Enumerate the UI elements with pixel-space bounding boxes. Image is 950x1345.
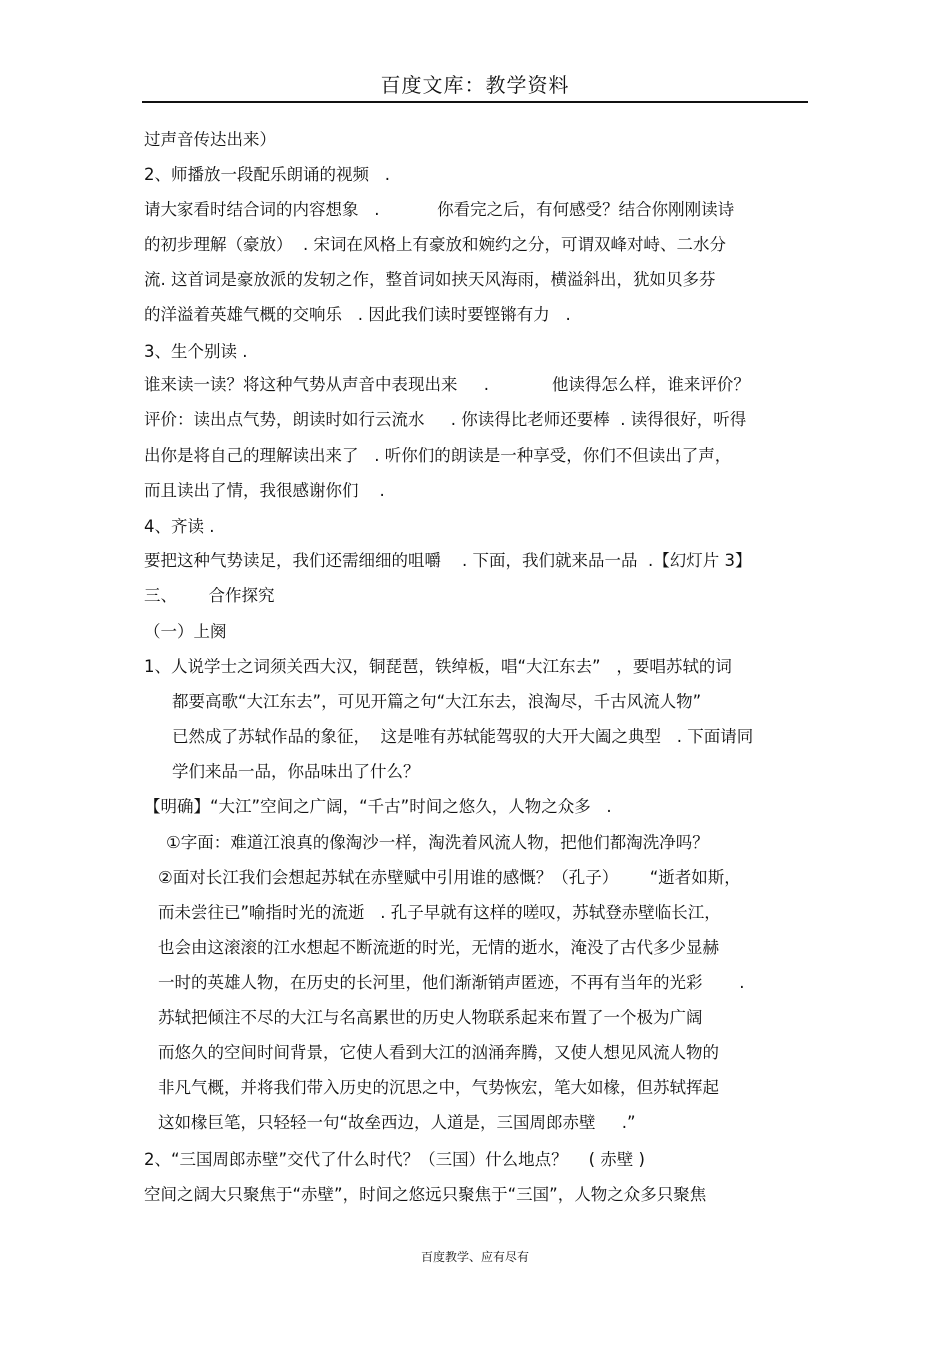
page-footer: 百度教学、应有尽有 [420, 1250, 529, 1264]
body-line: 【明确】“大江”空间之广阔，“千古”时间之悠久，人物之众多 . [144, 797, 612, 816]
body-line: 都要高歌“大江东去”，可见开篇之句“大江东去，浪淘尽，千古风流人物” [172, 692, 702, 711]
body-line: 空间之阔大只聚焦于“赤壁”，时间之悠远只聚焦于“三国”，人物之众多只聚焦 [144, 1185, 707, 1204]
body-line: 非凡气概，并将我们带入历史的沉思之中，气势恢宏，笔大如椽，但苏轼挥起 [158, 1078, 719, 1097]
body-line: 要把这种气势读足，我们还需细细的咀嚼 . 下面，我们就来品一品 .【幻灯片 3】 [144, 551, 752, 570]
body-line: 过声音传达出来） [144, 130, 276, 149]
body-line: 请大家看时结合词的内容想象 . 你看完之后，有何感受？结合你刚刚读诗 [144, 200, 735, 219]
body-line: 苏轼把倾注不尽的大江与名高累世的历史人物联系起来布置了一个极为广阔 [158, 1008, 703, 1027]
body-line: 2、“三国周郎赤壁”交代了什么时代？（三国）什么地点？ ( 赤壁 ) [144, 1150, 645, 1169]
body-line: 而且读出了情，我很感谢你们 . [144, 481, 385, 500]
body-line: 而未尝往已”喻指时光的流逝 . 孔子早就有这样的嗟叹，苏轼登赤壁临长江， [158, 903, 721, 922]
body-line: 的初步理解（豪放） . 宋词在风格上有豪放和婉约之分，可谓双峰对峙、二水分 [144, 235, 726, 254]
header-divider [142, 101, 808, 103]
body-line: 也会由这滚滚的江水想起不断流逝的时光，无情的逝水，淹没了古代多少显赫 [158, 938, 719, 957]
body-line: 流. 这首词是豪放派的发轫之作，整首词如挟天风海雨，横溢斜出，犹如贝多芬 [144, 270, 716, 289]
body-line: 出你是将自己的理解读出来了 . 听你们的朗读是一种享受，你们不但读出了声， [144, 446, 732, 465]
body-line: 而悠久的空间时间背景，它使人看到大江的汹涌奔腾，又使人想见风流人物的 [158, 1043, 719, 1062]
body-line: 谁来读一读？将这种气势从声音中表现出来 . 他读得怎么样，谁来评价？ [144, 375, 750, 394]
body-line: 的洋溢着英雄气概的交响乐 . 因此我们读时要铿锵有力 . [144, 305, 571, 324]
page-header-title: 百度文库：教学资料 [380, 73, 570, 97]
body-line: 一时的英雄人物，在历史的长河里，他们渐渐销声匿迹，不再有当年的光彩 . [158, 973, 745, 992]
body-line: 这如椽巨笔，只轻轻一句“故垒西边，人道是，三国周郎赤壁 .” [158, 1113, 636, 1132]
body-line: 学们来品一品，你品味出了什么？ [172, 762, 420, 781]
body-line: 三、 合作探究 [144, 586, 275, 605]
body-line: 3、生个别读 . [144, 342, 248, 361]
body-line: 1、人说学士之词须关西大汉，铜琵琶，铁绰板，唱“大江东去” ，要唱苏轼的词 [144, 657, 732, 676]
body-line: ①字面：难道江浪真的像淘沙一样，淘洗着风流人物，把他们都淘洗净吗？ [166, 833, 709, 852]
body-line: ②面对长江我们会想起苏轼在赤壁赋中引用谁的感慨？（孔子） “逝者如斯， [158, 868, 741, 887]
body-line: 4、齐读 . [144, 517, 215, 536]
body-line: 评价：读出点气势，朗读时如行云流水 . 你读得比老师还要棒 . 读得很好，听得 [144, 410, 747, 429]
body-line: 2、师播放一段配乐朗诵的视频 . [144, 165, 390, 184]
body-line: （一）上阕 [144, 622, 227, 641]
body-line: 已然成了苏轼作品的象征， 这是唯有苏轼能驾驭的大开大阖之典型 . 下面请同 [172, 727, 754, 746]
